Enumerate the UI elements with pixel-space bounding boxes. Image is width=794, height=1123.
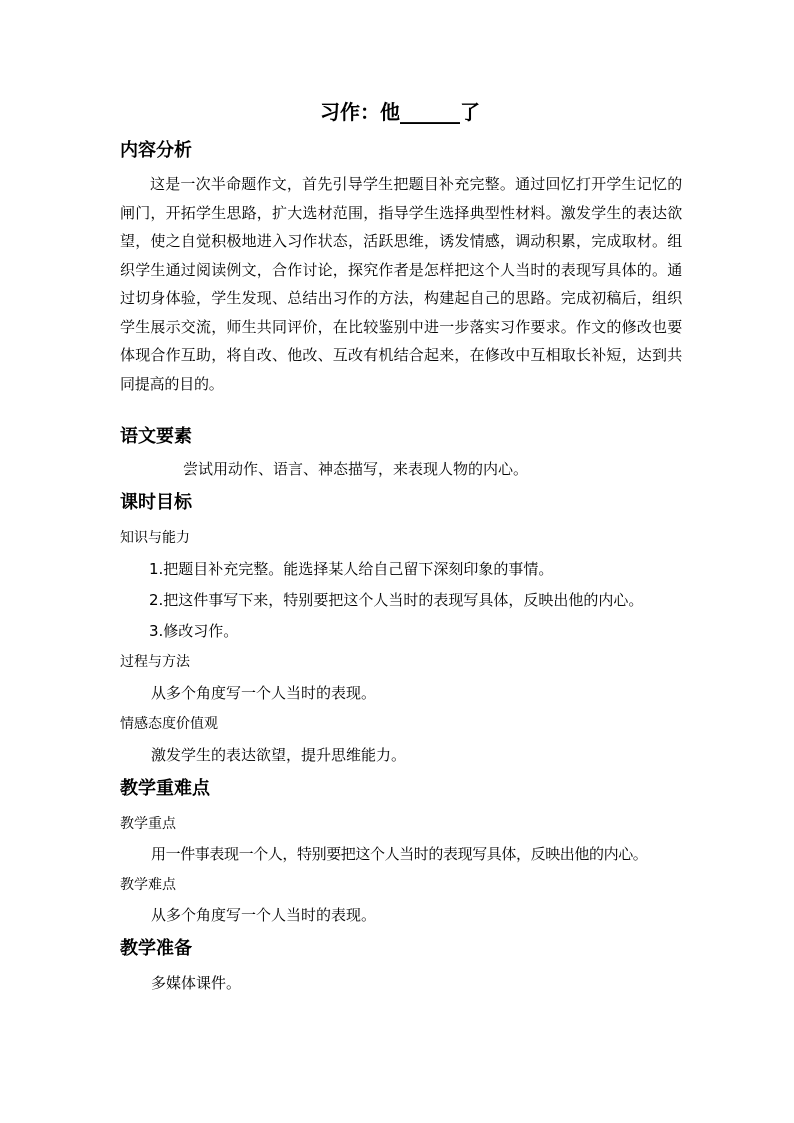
knowledge-item-3: 3.修改习作。	[149, 622, 239, 640]
knowledge-item-1: 1.把题目补充完整。能选择某人给自己留下深刻印象的事情。	[149, 560, 554, 578]
teaching-focus-text: 用一件事表现一个人，特别要把这个人当时的表现写具体，反映出他的内心。	[151, 845, 648, 863]
heading-teaching-difficulty: 教学难点	[120, 877, 176, 893]
heading-process-method: 过程与方法	[120, 654, 190, 670]
heading-knowledge-ability: 知识与能力	[120, 530, 190, 546]
heading-emotion-values: 情感态度价值观	[120, 716, 218, 732]
knowledge-item-2: 2.把这件事写下来，特别要把这个人当时的表现写具体，反映出他的内心。	[149, 591, 644, 609]
language-elements-text: 尝试用动作、语言、神态描写，来表现人物的内心。	[183, 460, 529, 478]
emotion-values-text: 激发学生的表达欲望，提升思维能力。	[151, 746, 407, 764]
content-analysis-paragraph: 这是一次半命题作文，首先引导学生把题目补充完整。通过回忆打开学生记忆的闸门，开拓学生思路，扩大选材范围，指导学生选择典型性材料。激发学生的表达欲望，使之自觉积极地进入习作状态，活跃思维，诱发情感，调动积累，完成取材。组织学生通过阅读例文，合作讨论，探究作者是怎样把这个人当时的表现写具体的。通过切身体验，学生发现、总结出习作的方法，构建起自己的思路。完成初稿后，组织学生展示交流，师生共同评价，在比较鉴别中进一步落实习作要求。作文的修改也要体现合作互助，将自改、他改、互改有机结合起来，在修改中互相取长补短，达到共同提高的目的。	[120, 175, 682, 393]
teaching-difficulty-text: 从多个角度写一个人当时的表现。	[151, 906, 377, 924]
heading-teaching-focus: 教学重点	[120, 816, 176, 832]
heading-language-elements: 语文要素	[120, 426, 192, 447]
heading-preparation: 教学准备	[120, 938, 192, 959]
process-method-text: 从多个角度写一个人当时的表现。	[151, 684, 377, 702]
preparation-text: 多媒体课件。	[151, 974, 242, 992]
heading-key-points: 教学重难点	[120, 778, 210, 799]
heading-objectives: 课时目标	[120, 492, 192, 513]
heading-content-analysis: 内容分析	[120, 140, 192, 161]
document-title: 习作：他______了	[320, 100, 480, 124]
